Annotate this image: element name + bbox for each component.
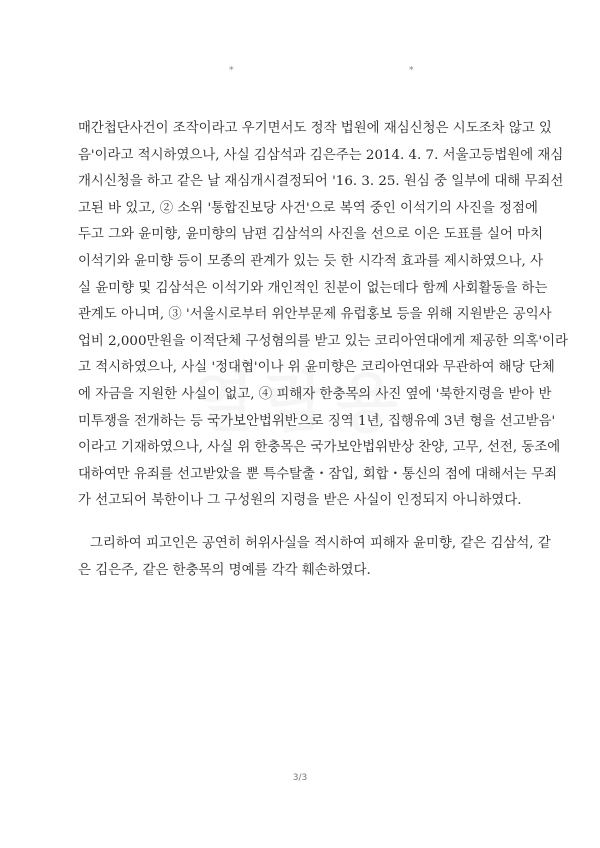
- paragraph: [78, 531, 551, 584]
- text-line: 개시신청을 하고 같은 날 재심개시결정되어 '16. 3. 25. 원심 중 일부에 대해 무죄선: [78, 174, 564, 190]
- text-line: 음'이라고 적시하였으나, 사실 김삼석과 김은주는 2014. 4. 7. 서울고등법원에 재심: [78, 147, 564, 163]
- text-line: 그리하여 피고인은 공연히 허위사실을 적시하여 피해자 윤미향, 같은 김삼석, 같: [90, 535, 551, 551]
- text-line: 가 선고되어 북한이나 그 구성원의 지령을 받은 사실이 인정되지 아니하였다.: [78, 493, 522, 509]
- text-line: 미투쟁을 전개하는 등 국가보안법위반으로 징역 1년, 집행유예 3년 형을 선고받음': [78, 413, 556, 429]
- text-line: 은 김은주, 같은 한충목의 명예를 각각 훼손하였다.: [78, 562, 371, 578]
- header-mark: *: [229, 66, 234, 76]
- text-line: 이석기와 윤미향 등이 모종의 관계가 있는 듯 한 시각적 효과를 제시하였으나, 사: [78, 253, 544, 269]
- text-line: 두고 그와 윤미향, 윤미향의 남편 김삼석의 사진을 선으로 이은 도표를 실어 마치: [78, 227, 544, 243]
- text-line: 매간첩단사건이 조작이라고 우기면서도 정작 법원에 재심신청은 시도조차 않고 있: [78, 121, 552, 136]
- text-line: 관계도 아니며, ③ '서울시로부터 위안부문제 유럽홍보 등을 위해 지원받은 공익사: [78, 307, 552, 323]
- document-body: [78, 116, 568, 584]
- paragraph: [78, 116, 568, 515]
- text-line: 고된 바 있고, ② 소위 '통합진보당 사건'으로 복역 중인 이석기의 사진을 정점에: [78, 200, 538, 216]
- header-mark: *: [409, 66, 414, 76]
- text-line: 이라고 기재하였으나, 사실 위 한충목은 국가보안법위반상 찬양, 고무, 선전, 동조에: [78, 440, 561, 456]
- page-number: 3/3: [292, 773, 308, 783]
- text-line: 실 윤미향 및 김삼석은 이석기와 개인적인 친분이 없는데다 함께 사회활동을 하는: [78, 280, 548, 296]
- text-line: 업비 2,000만원을 이적단체 구성혐의를 받고 있는 코리아연대에게 제공한 의혹'이라: [78, 333, 568, 349]
- text-line: 고 적시하였으나, 사실 '정대협'이나 위 윤미향은 코리아연대와 무관하여 해당 단체: [78, 360, 555, 376]
- text-line: 에 자금을 지원한 사실이 없고, ④ 피해자 한충목의 사진 옆에 '북한지령을 받아 반: [78, 386, 552, 402]
- text-line: 대하여만 유죄를 선고받았을 뿐 특수탈출・잠입, 회합・통신의 점에 대해서는 무죄: [78, 466, 558, 482]
